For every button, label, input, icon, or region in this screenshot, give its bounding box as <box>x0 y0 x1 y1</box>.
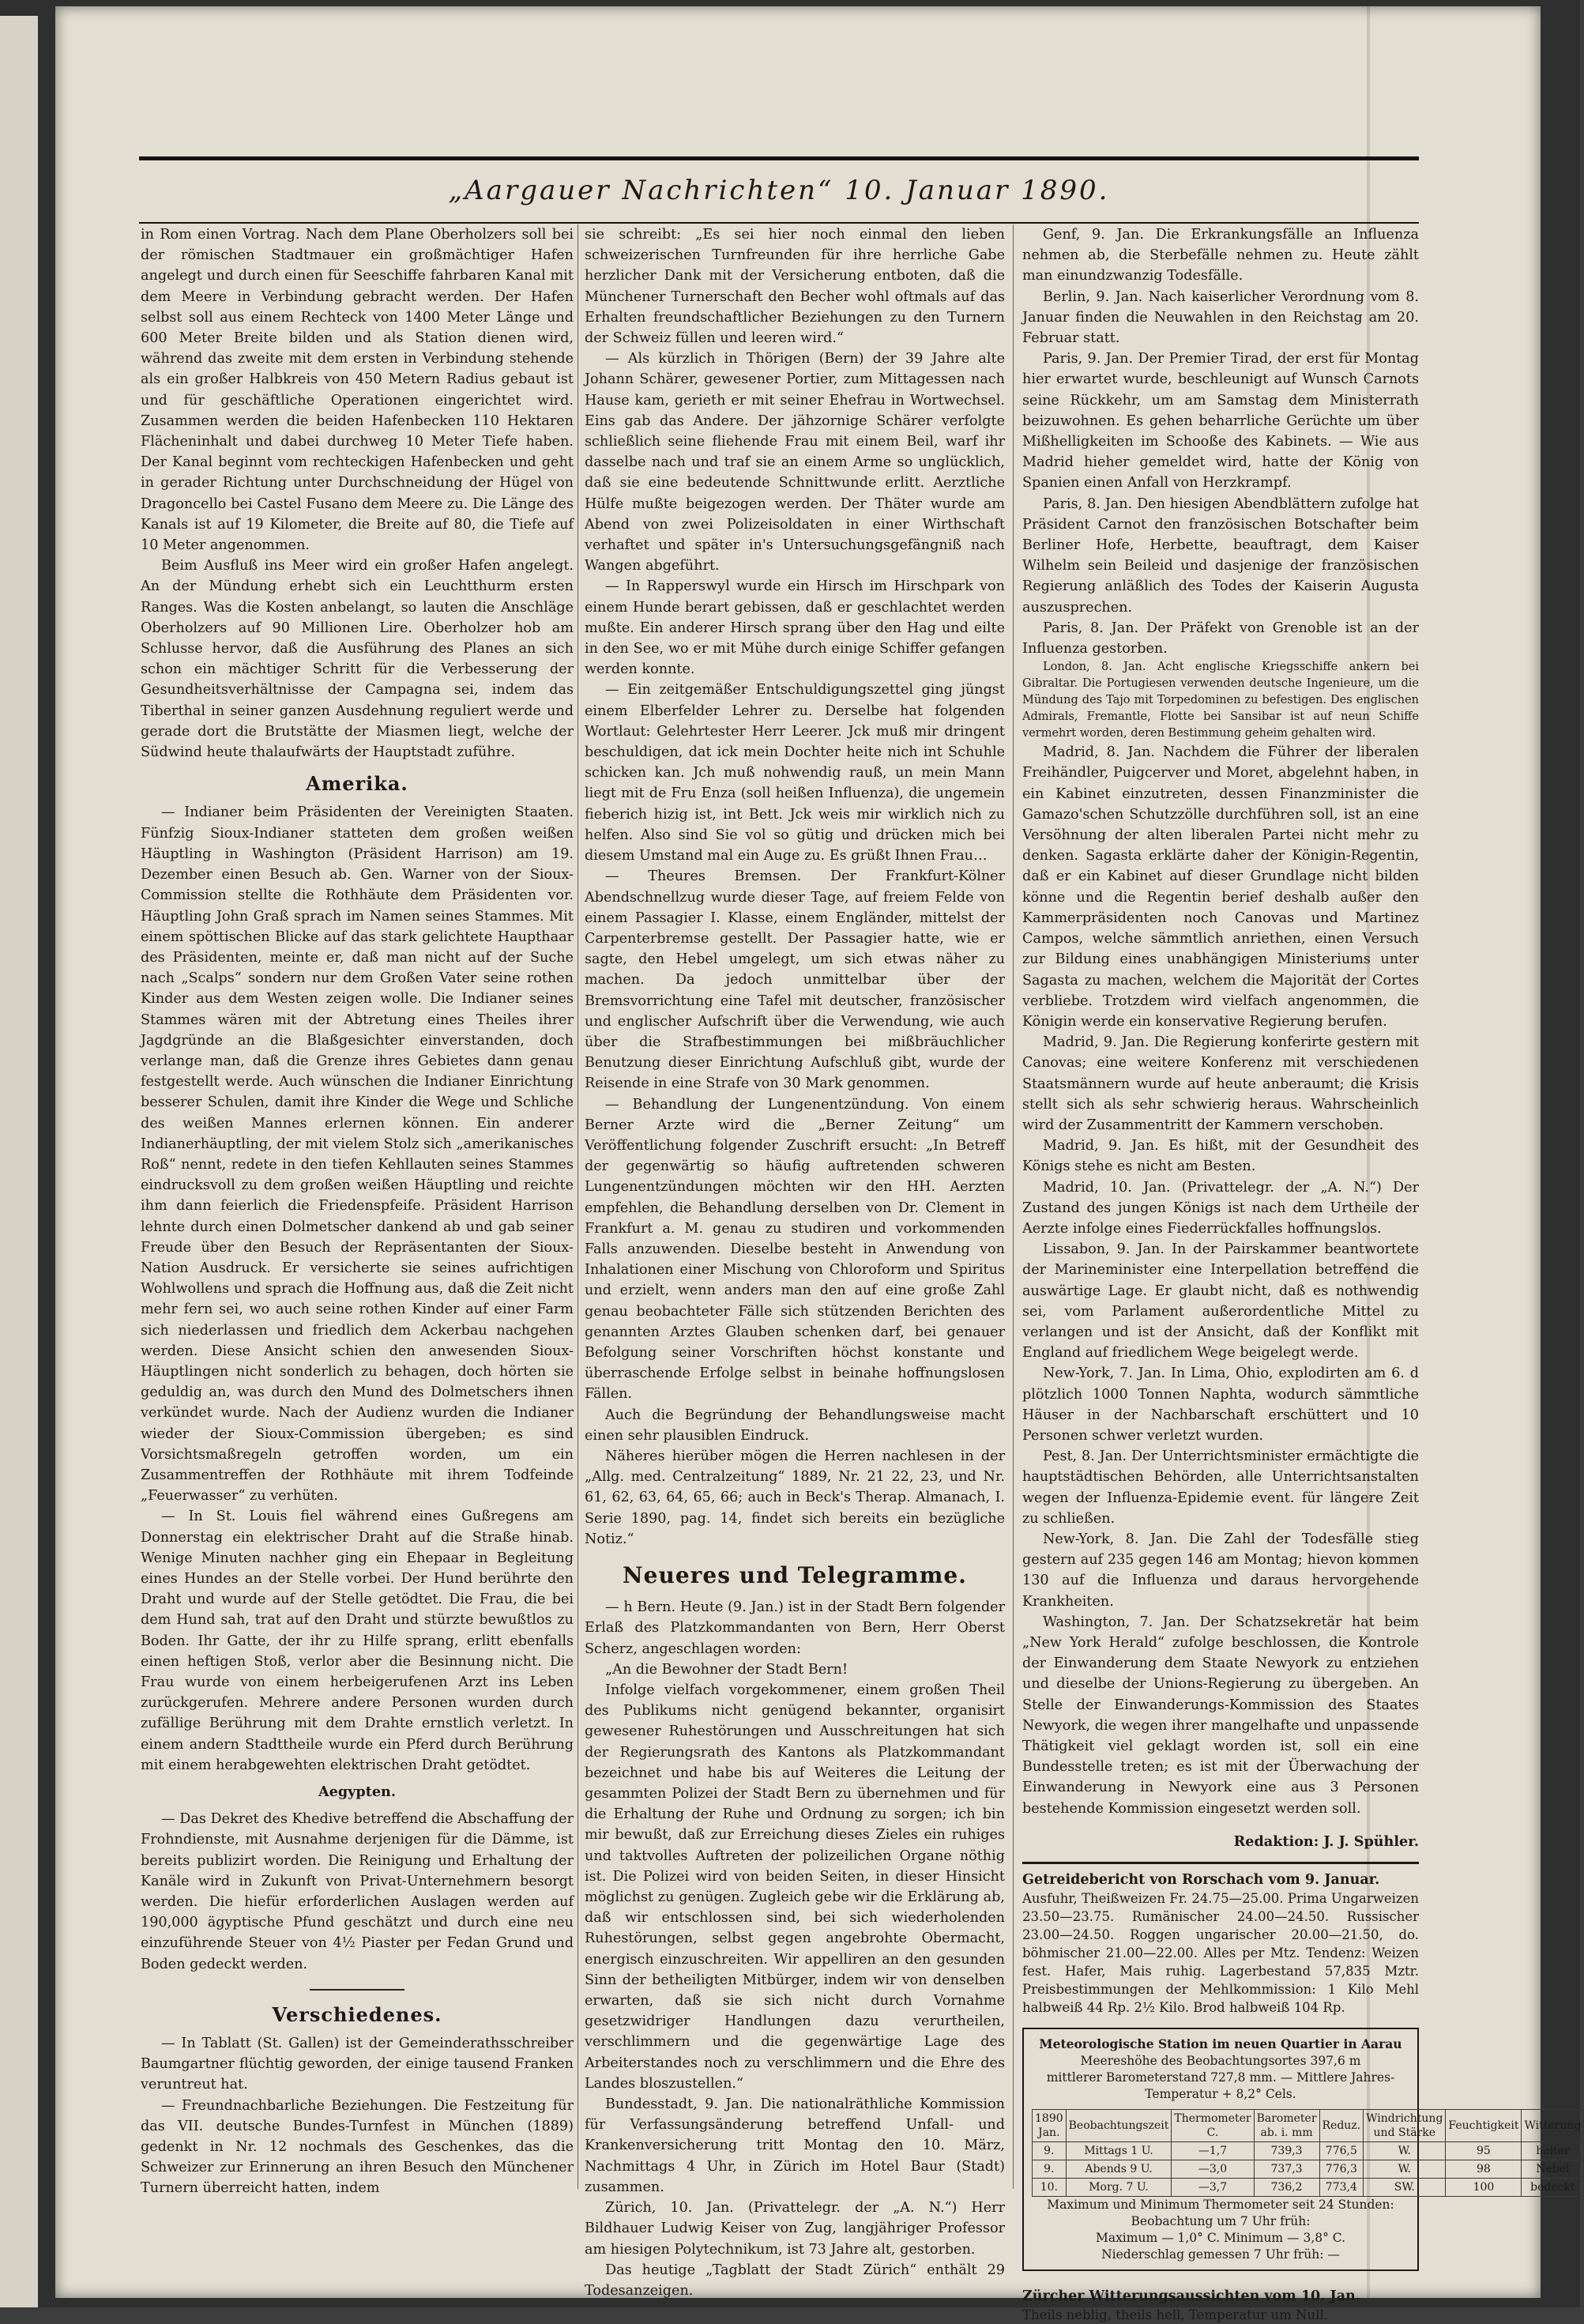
paragraph: Lissabon, 9. Jan. In der Pairskammer beantwortete der Marineminister eine Interpellation betreffend die auswärtige Lage. Er glaubt nicht, daß es nothwendig sei, vom Parlament außerordentliche Mittel zu verlangen und ist der Ansicht, daß der Konflikt mit England auf friedlichem Wege beigelegt werde. <box>1022 1241 1419 1362</box>
precipitation: Niederschlag gemessen 7 Uhr früh: — <box>1101 2247 1340 2262</box>
previous-page-edge <box>0 16 38 2307</box>
column-1 <box>141 224 574 2202</box>
paragraph: — Das Dekret des Khedive betreffend die Abschaffung der Frohndienste, mit Ausnahme derjenigen für die Dämme, ist bereits publizirt worden. Die Reinigung und Erhaltung der Kanäle wird in Zukunft von Privat-Unternehmern besorgt werden. Die hiefür erforderlichen Auslagen werden auf 190,000 ägyptische Pfund geschätzt und durch eine neu einzuführende Steuer von 4½ Piaster per Fedan Grund und Boden gedeckt werden. <box>141 1811 574 1972</box>
table-row <box>1033 2179 1584 2197</box>
maxmin-heading: Maximum und Minimum Thermometer seit 24 Stunden: <box>1047 2198 1394 2213</box>
weather-station-box <box>1022 2028 1582 2271</box>
section-heading-aegypten: Aegypten. <box>318 1783 396 1801</box>
table-cell: heiter <box>1522 2142 1584 2160</box>
paragraph: in Rom einen Vortrag. Nach dem Plane Oberholzers soll bei der römischen Stadtmauer ein großmächtiger Hafen angelegt und durch einen für Seeschiffe fahrbaren Kanal mit dem Meere in Verbindung gebracht werden. Der Hafen selbst soll aus einem Rechteck von 1400 Meter Länge und 600 Meter Breite bilden und als Station dienen wird, während das zweite mit dem ersten in Verbindung stehende als ein großer Halbkreis von 450 Metern Radius gebaut ist und für geschäftliche Operationen eingerichtet wird. Zusammen werden die beiden Hafenbecken 110 Hektaren Flächeninhalt und dabei durchweg 10 Meter Tiefe haben. Der Kanal beginnt vom rechteckigen Hafenbecken und geht in gerader Richtung unter Durchschneidung der Hügel von Dragoncello bei Castel Fusano dem Meere zu. Die Länge des Kanals ist auf 19 Kilometer, die Breite auf 80, die Tiefe auf 10 Meter angenommen. <box>141 227 574 554</box>
header-title: „Aargauer Nachrichten“ 10. Januar 1890. <box>448 175 1110 206</box>
weather-col-header: 1890 Jan. <box>1033 2110 1067 2142</box>
station-elevation: Meereshöhe des Beobachtungsortes 397,6 m <box>1080 2054 1361 2069</box>
weather-forecast-text: Theils neblig, theils hell, Temperatur um Null. <box>1022 2307 1328 2323</box>
weather-col-header: Reduz. <box>1319 2110 1364 2142</box>
table-cell: SW. <box>1364 2179 1446 2197</box>
table-cell: Nebel <box>1522 2160 1584 2179</box>
paragraph: Bundesstadt, 9. Jan. Die nationalräthliche Kommission für Verfassungsänderung betreffend Unfall- und Krankenversicherung tritt Montag den 10. März, Nachmittags 4 Uhr, in Zürich im Hotel Baur (Stadt) zusammen. <box>585 2096 1005 2195</box>
table-cell: 10. <box>1033 2179 1067 2197</box>
paragraph: — Theures Bremsen. Der Frankfurt-Kölner Abendschnellzug wurde dieser Tage, auf freiem Felde von einem Passagier I. Klasse, einem Engländer, mittelst der Carpenterbremse gestellt. Der Passagier hatte, wie er sagte, den Hebel umgelegt, um sich etwas näher zu machen. Da jedoch unmittelbar über der Bremsvorrichtung eine Tafel mit deutscher, französischer und englischer Aufschrift über die Verwendung, wie auch über die Strafbestimmungen bei mißbräuchlicher Benutzung dieser Einrichtung Aufschluß gibt, wurde der Reisende in eine Strafe von 30 Mark genommen. <box>585 868 1005 1092</box>
weather-table-header <box>1033 2110 1584 2142</box>
table-cell: —3,0 <box>1172 2160 1254 2179</box>
paragraph: Madrid, 9. Jan. Die Regierung konferirte gestern mit Canovas; eine weitere Konferenz mit verschiedenen Staatsmännern wurde auf heute anberaumt; die Krisis stellt sich als sehr schwierig heraus. Wahrscheinlich wird der Zusammentritt der Kammern verschoben. <box>1022 1034 1419 1133</box>
weather-station-title: Meteorologische Station im neuen Quartier in Aarau <box>1039 2036 1402 2052</box>
table-cell: Mittags 1 U. <box>1066 2142 1172 2160</box>
observation-time: Beobachtung um 7 Uhr früh: <box>1131 2214 1311 2229</box>
maxmin-values: Maximum — 1,0° C. Minimum — 3,8° C. <box>1095 2231 1346 2246</box>
paragraph: — In Tablatt (St. Gallen) ist der Gemeinderathsschreiber Baumgartner flüchtig geworden, der einige tausend Franken veruntreut hat. <box>141 2036 574 2093</box>
table-cell: 98 <box>1446 2160 1522 2179</box>
paragraph: Beim Ausfluß ins Meer wird ein großer Hafen angelegt. An der Mündung erhebt sich ein Leuchtthurm ersten Ranges. Was die Kosten anbelangt, so lauten die Anschläge Oberholzers auf 90 Millionen Lire. Oberholzer hob am Schlusse hervor, daß die Ausführung des Planes an sich schon ein mächtiger Schritt für die Verbesserung der Gesundheitsverhältnisse der Campagna sei, indem das Tiberthal in seiner ganzen Ausdehnung reguliert werde und gerade dort die Brutstätte der Miasmen liegt, welche der Südwind heute thalaufwärts der Hauptstadt zuführe. <box>141 558 574 761</box>
table-row <box>1033 2142 1584 2160</box>
table-cell: W. <box>1364 2160 1446 2179</box>
grain-report-text: Ausfuhr, Theißweizen Fr. 24.75—25.00. Prima Ungarweizen 23.50—23.75. Rumänischer 24.00—24.50. Russischer 23.00—24.50. Roggen ungarischer 20.00—21.50, do. böhmischer 21.00—22.00. Alles per Mtz. Tendenz: Weizen fest. Hafer, Mais ruhig. Lagerbestand 57,835 Mztr. Preisbestimmungen der Mehlkommission: 1 Kilo Mehl halbweiß 44 Rp. 2½ Kilo. Brod halbweiß 104 Rp. <box>1022 1891 1419 2016</box>
weather-forecast <box>1022 2281 1419 2324</box>
paragraph: Infolge vielfach vorgekommener, einem großen Theil des Publikums nicht genügend bekannter, organisirt gewesener Ruhestörungen und Ausschreitungen hat sich der Regierungsrath des Kantons als Platzkommandant bezeichnet und habe bis auf Weiteres die Leitung der gesammten Polizei der Stadt Bern zu übernehmen und für die Erhaltung der Ruhe und Ordnung zu sorgen; ich bin mir bewußt, daß zur Erreichung dieses Zieles ein ruhiges und taktvolles Auftreten der polizeilichen Organe nöthig ist. Die Polizei wird von beiden Seiten, in dieser Hinsicht möglichst zu genügen. Zugleich gebe wir die Erklärung ab, daß wir entschlossen sind, bei sich wiederholenden Ruhestörungen, selbst gegen angebrohte Obermacht, energisch einzuschreiten. Wir appelliren an den gesunden Sinn der betheiligten Mitbürger, indem wir von denselben erwarten, daß sie sich nicht durch Vornahme gesetzwidriger Handlungen dazu verurtheilen, verschlimmern und die gegenwärtige Lage des Arbeiterstandes noch zu verschlimmern und die Ehre des Landes bloszustellen.“ <box>585 1682 1005 2092</box>
paragraph: Pest, 8. Jan. Der Unterrichtsminister ermächtigte die hauptstädtischen Behörden, alle Unterrichtsanstalten wegen der Influenza-Epidemie event. für längere Zeit zu schließen. <box>1022 1448 1419 1527</box>
column-2 <box>585 224 1005 2299</box>
section-heading-verschiedenes: Verschiedenes. <box>272 2002 442 2026</box>
table-cell: Abends 9 U. <box>1066 2160 1172 2179</box>
table-cell: 739,3 <box>1254 2142 1319 2160</box>
weather-forecast-title: Zürcher Witterungsaussichten vom 10. Jan. <box>1022 2288 1360 2305</box>
table-cell: Morg. 7 U. <box>1066 2179 1172 2197</box>
paragraph: London, 8. Jan. Acht englische Kriegsschiffe ankern bei Gibraltar. Die Portugiesen verwenden deutsche Ingenieure, um die Mündung des Tajo mit Torpedominen zu befestigen. Des englischen Admirals, Fremantle, Flotte bei Sansibar ist auf neun Schiffe vermehrt worden, deren Bestimmung geheim gehalten wird. <box>1022 661 1419 740</box>
paragraph: — h Bern. Heute (9. Jan.) ist in der Stadt Bern folgender Erlaß des Platzkommandanten von Bern, Herr Oberst Scherz, angeschlagen worden: <box>585 1599 1005 1657</box>
table-cell: 776,5 <box>1319 2142 1364 2160</box>
weather-col-header: Witterung <box>1522 2110 1584 2142</box>
paragraph: — Behandlung der Lungenentzündung. Von einem Berner Arzte wird die „Berner Zeitung“ um Veröffentlichung folgender Zuschrift ersucht: „In Betreff der gegenwärtig so häufig auftretenden schweren Lungenentzündungen möchten wir den HH. Aerzten empfehlen, die Behandlung derselben von Dr. Clement in Frankfurt a. M. genau zu studiren und vorkommenden Falls anzuwenden. Dieselbe besteht in Anwendung von Inhalationen einer Mischung von Chloroform und Spiritus und erzielt, wenn anders man den auf eine große Zahl genau beobachteter Fälle sich stützenden Berichten des genannten Arztes Glauben schenken darf, bei genauer Befolgung seiner Vorschriften höchst konstante und überraschende Erfolge selbst in beinahe hoffnungslosen Fällen. <box>585 1096 1005 1403</box>
paragraph: Genf, 9. Jan. Die Erkrankungsfälle an Influenza nehmen ab, die Sterbefälle nehmen zu. Heute zählt man einundzwanzig Todesfälle. <box>1022 227 1419 284</box>
paragraph: — Ein zeitgemäßer Entschuldigungszettel ging jüngst einem Elberfelder Lehrer zu. Derselbe hat folgenden Wortlaut: Gelehrtester Herr Leerer. Jck muß mir dringent beschuldigen, dat ick mein Dochter heite nich int Schuhle schicken kan. Jch muß nohwendig rauß, un mein Mann liegt mit de Fru Enza (soll heißen Influenza), die ungemein fieberich hizig ist, int Bett. Jck weis mir wirklich nich zu helfen. Also sind Sie vol so gütig und drücken mich bei diesem Umstand mal ein Auge zu. Es grüßt Ihnen Frau… <box>585 682 1005 864</box>
paragraph: — Indianer beim Präsidenten der Vereinigten Staaten. Fünfzig Sioux-Indianer statteten dem großen weißen Häuptling in Washington (Präsident Harrison) am 19. Dezember einen Besuch ab. Gen. Warner von der Sioux-Commission stellte die Rothhäute dem Präsidenten vor. Häuptling John Graß sprach im Namen seines Stammes. Mit einem spöttischen Blicke auf das stark gelichtete Haupthaar des Präsidenten, meinte er, daß man nicht auf der Suche nach „Scalps“ sondern nur dem Großen Vater seine rothen Kinder aus dem Westen zeigen wolle. Die Indianer seines Stammes wären mit der Abtretung eines Theiles ihrer Jagdgründe an die Blaßgesichter einverstanden, doch verlange man, daß die Grenze ihres Gebietes dann genau festgestellt werde. Auch wünschen die Indianer Einrichtung besserer Schulen, damit ihre Kinder die Wege und Schliche des weißen Mannes erlernen können. Ein anderer Indianerhäuptling, der mit vielem Stolz sich „amerikanisches Roß“ nennt, redete in den tiefen Kehllauten seines Stammes eindrucksvoll zu dem großen weißen Häuptling und reichte ihm dann feierlich die Friedenspfeife. Präsident Harrison lehnte durch einen Dolmetscher dankend ab und gab seiner Freude über den Besuch der Repräsentanten der Sioux-Nation Ausdruck. Er versicherte sie seines aufrichtigen Wohlwollens und sprach die Hoffnung aus, daß die Zeit nicht mehr fern sei, wo auch seine rothen Kinder auf einer Farm sich niederlassen und friedlich dem Ackerbau nachgehen werden. Diese Ansicht schien den anwesenden Sioux-Häuptlingen nicht sonderlich zu behagen, doch hörten sie geduldig an, was durch den Mund des Dolmetschers ihnen verkündet wurde. Nach der Audienz wurden die Indianer wieder der Sioux-Commission übergeben; es sind Vorsichtsmaßregeln getroffen worden, um ein Zusammentreffen der Rothhäute mit ihrem Todfeinde „Feuerwasser“ zu verhüten. <box>141 804 574 1505</box>
paragraph: Madrid, 8. Jan. Nachdem die Führer der liberalen Freihändler, Puigcerver und Moret, abgelehnt haben, in ein Kabinet einzutreten, dessen Finanzminister die Gamazo'schen Schutzzölle durchführen soll, ist an eine Versöhnung der alten liberalen Partei nicht mehr zu denken. Sagasta erklärte daher der Königin-Regentin, daß er ein Kabinet auf dieser Grundlage nicht bilden könne und die Regentin berief deshalb außer den Kammerpräsidenten noch Canovas und Martinez Campos, welche sämmtlich anriethen, einen Versuch zur Bildung eines unabhängigen Ministeriums unter Sagasta zu machen, welchem die Majorität der Cortes verbliebe. Trotzdem wird vielfach angenommen, die Königin werde ein konservative Regierung berufen. <box>1022 744 1419 1030</box>
table-cell: 100 <box>1446 2179 1522 2197</box>
weather-col-header: Feuchtigkeit <box>1446 2110 1522 2142</box>
weather-col-header: Barometer ab. i. mm <box>1254 2110 1319 2142</box>
table-cell: 9. <box>1033 2142 1067 2160</box>
station-averages: mittlerer Barometerstand 727,8 mm. — Mittlere Jahres-Temperatur + 8,2° Cels. <box>1046 2070 1395 2102</box>
paragraph: Berlin, 9. Jan. Nach kaiserlicher Verordnung vom 8. Januar finden die Neuwahlen in den Reichstag am 20. Februar statt. <box>1022 288 1419 347</box>
table-cell: W. <box>1364 2142 1446 2160</box>
paragraph: „An die Bewohner der Stadt Bern! <box>605 1661 848 1678</box>
weather-col-header: Thermometer C. <box>1172 2110 1254 2142</box>
table-cell: 736,2 <box>1254 2179 1319 2197</box>
weather-col-header: Windrichtung und Stärke <box>1364 2110 1446 2142</box>
page-header <box>139 156 1419 224</box>
paragraph: Paris, 8. Jan. Der Präfekt von Grenoble ist an der Influenza gestorben. <box>1022 620 1419 657</box>
table-cell: 776,3 <box>1319 2160 1364 2179</box>
paragraph: Paris, 9. Jan. Der Premier Tirad, der erst für Montag hier erwartet wurde, beschleunigt auf Wunsch Carnots seine Rückkehr, um am Samstag dem Ministerrath beizuwohnen. Es gehen beharrliche Gerüchte um über Mißhelligkeiten im Schooße des Kabinets. — Wie aus Madrid hieher gemeldet wird, hatte der König von Spanien einen Anfall von Herzkrampf. <box>1022 351 1419 492</box>
table-cell: 737,3 <box>1254 2160 1319 2179</box>
paragraph: — Freundnachbarliche Beziehungen. Die Festzeitung für das VII. deutsche Bundes-Turnfest in München (1889) gedenkt in Nr. 12 nochmals des Geschenkes, das die Schweizer zur Erinnerung an ihren Besuch den Münchener Turnern überreicht hatten, indem <box>141 2097 574 2197</box>
table-cell: —3,7 <box>1172 2179 1254 2197</box>
section-divider <box>310 1989 404 1991</box>
paragraph: New-York, 7. Jan. In Lima, Ohio, explodirten am 6. d plötzlich 1000 Tonnen Naphta, wodurch sämmtliche Häuser in der Nachbarschaft erschüttert und 10 Personen schwer verletzt wurden. <box>1022 1365 1419 1444</box>
weather-table <box>1032 2109 1584 2197</box>
column-rule <box>1013 224 1014 2189</box>
paragraph: Madrid, 10. Jan. (Privattelegr. der „A. N.“) Der Zustand des jungen Königs ist nach dem Urtheile der Aerzte infolge eines Fiederrückfalles hoffnungslos. <box>1022 1179 1419 1237</box>
column-3 <box>1022 224 1582 2323</box>
table-row <box>1033 2160 1584 2179</box>
paragraph: Zürich, 10. Jan. (Privattelegr. der „A. N.“) Herr Bildhauer Ludwig Keiser von Zug, langjähriger Professor am hiesigen Polytechnikum, ist 73 Jahre alt, gestorben. <box>585 2200 1005 2258</box>
table-cell: 9. <box>1033 2160 1067 2179</box>
table-cell: bedeckt <box>1522 2179 1584 2197</box>
paragraph: — In Rapperswyl wurde ein Hirsch im Hirschpark von einem Hunde berart gebissen, daß er geschlachtet werden mußte. Ein anderer Hirsch sprang über den Hag und eilte in den See, wo er mit Mühe durch einige Schiffer gefangen werden konnte. <box>585 578 1005 678</box>
paragraph: Näheres hierüber mögen die Herren nachlesen in der „Allg. med. Centralzeitung“ 1889, Nr. 21 22, 23, und Nr. 61, 62, 63, 64, 65, 66; auch in Beck's Therap. Almanach, I. Serie 1890, pag. 14, findet sich bereits ein bezügliche Notiz.“ <box>585 1448 1005 1547</box>
paragraph: New-York, 8. Jan. Die Zahl der Todesfälle stieg gestern auf 235 gegen 146 am Montag; hievon kommen 130 auf die Influenza und daraus hervorgehende Krankheiten. <box>1022 1531 1419 1610</box>
paragraph: — Als kürzlich in Thörigen (Bern) der 39 Jahre alte Johann Schärer, gewesener Portier, zum Mittagessen nach Hause kam, gerieth er mit seiner Ehefrau in Wortwechsel. Eins gab das Andere. Der jähzornige Schärer verfolgte schließlich seine fliehende Frau mit einem Beil, warf ihr dasselbe nach und traf sie an einem Arme so unglücklich, daß sie eine bedeutende Schnittwunde erlitt. Aerztliche Hülfe mußte beigezogen werden. Der Thäter wurde am Abend von zwei Polizeisoldaten in einer Wirthschaft verhaftet und später in's Untersuchungsgefängniß nach Wangen abgeführt. <box>585 351 1005 574</box>
paragraph: Madrid, 9. Jan. Es hißt, mit der Gesundheit des Königs stehe es nicht am Besten. <box>1022 1138 1419 1175</box>
section-heading-neueres: Neueres und Telegramme. <box>623 1562 967 1588</box>
table-cell: 773,4 <box>1319 2179 1364 2197</box>
weather-col-header: Beobachtungszeit <box>1066 2110 1172 2142</box>
grain-report <box>1022 1862 1419 2017</box>
table-cell: 95 <box>1446 2142 1522 2160</box>
section-heading-amerika: Amerika. <box>306 772 408 796</box>
paragraph: Washington, 7. Jan. Der Schatzsekretär hat beim „New York Herald“ zufolge beschlossen, die Kontrole der Einwanderung dem Staate Newyork zu entziehen und dieselbe der Unions-Regierung zu übergeben. An Stelle der Einwanderungs-Kommission des Staates Newyork, die wegen ihrer mangelhafte und unpassende Thätigkeit viel geklagt worden ist, soll ein eine Bundesstelle treten; es ist mit der Überwachung der Einwanderung in Newyork eine aus 3 Personen bestehende Kommission eingesetzt werden soll. <box>1022 1614 1419 1817</box>
paragraph: sie schreibt: „Es sei hier noch einmal den lieben schweizerischen Turnfreunden für ihre herrliche Gabe herzlicher Dank mit der Versicherung entboten, daß die Münchener Turnerschaft den Becher wohl oftmals auf das Erhalten freundschaftlicher Beziehungen zu den Turnern der Schweiz füllen und leeren wird.“ <box>585 227 1005 347</box>
grain-report-title: Getreidebericht von Rorschach vom 9. Januar. <box>1022 1872 1380 1889</box>
editor-signature: Redaktion: J. J. Spühler. <box>1233 1832 1419 1850</box>
paragraph: Paris, 8. Jan. Den hiesigen Abendblättern zufolge hat Präsident Carnot den französischen Botschafter beim Berliner Hofe, Herbette, beauftragt, dem Kaiser Wilhelm sein Beileid und dasjenige der französischen Regierung anläßlich des Todes der Kaiserin Augusta auszusprechen. <box>1022 495 1419 616</box>
paragraph: Das heutige „Tagblatt der Stadt Zürich“ enthält 29 Todesanzeigen. <box>585 2262 1005 2299</box>
paragraph: — In St. Louis fiel während eines Gußregens am Donnerstag ein elektrischer Draht auf die Straße hinab. Wenige Minuten nachher ging ein Ehepaar in Begleitung eines Hundes an der Stelle vorbei. Der Hund berührte den Draht und wurde auf der Stelle getödtet. Die Frau, die bei dem Hund sah, trat auf den Draht und stürzte bewußtlos zu Boden. Ihr Gatte, der ihr zu Hilfe sprang, erlitt ebenfalls einen heftigen Stoß, verlor aber die Besinnung nicht. Die Frau wurde von einem herbeigerufenen Arzt ins Leben zurückgerufen. Mehrere andere Personen wurden durch zufällige Berührung mit dem Drahte ernstlich verletzt. In einem andern Stadttheile wurde ein Pferd durch Berührung mit einem herabgewehten elektrischen Draht getödtet. <box>141 1509 574 1773</box>
table-cell: —1,7 <box>1172 2142 1254 2160</box>
paragraph: Auch die Begründung der Behandlungsweise macht einen sehr plausiblen Eindruck. <box>585 1407 1005 1444</box>
